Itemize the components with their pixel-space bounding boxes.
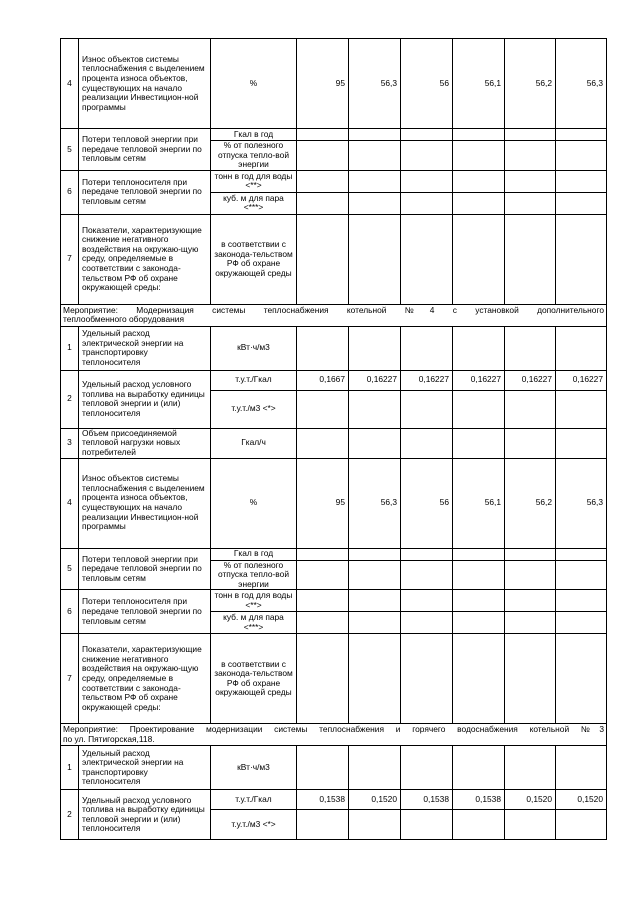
unit-cell: тонн в год для воды <**> [211, 590, 297, 612]
unit-cell: куб. м для пара <***> [211, 612, 297, 634]
event-title-line-1: Мероприятие: Проектирование модернизации системы теплоснабжения и горячего водоснабжения котельной №3 [63, 724, 604, 735]
value-cell [556, 746, 607, 790]
value-cell [401, 428, 453, 458]
row-number: 5 [61, 548, 79, 590]
value-cell [297, 129, 349, 141]
value-cell [453, 810, 505, 840]
value-cell: 0,16227 [556, 370, 607, 390]
value-cell [401, 170, 453, 192]
value-cell [297, 214, 349, 304]
value-cell: 0,1520 [505, 790, 556, 810]
table-row [61, 370, 607, 390]
value-cell: 95 [297, 458, 349, 548]
value-cell [401, 612, 453, 634]
value-cell: 56,3 [556, 39, 607, 129]
table-row [61, 634, 607, 724]
indicator-name: Потери теплоносителя при передаче тепловой энергии по тепловым сетям [79, 170, 211, 214]
table-row [61, 790, 607, 810]
value-cell [401, 560, 453, 590]
value-cell [505, 746, 556, 790]
indicator-name: Удельный расход электрической энергии на транспортировку теплоносителя [79, 326, 211, 370]
value-cell [401, 810, 453, 840]
unit-cell: в соответствии с законода-тельством РФ об охране окружающей среды [211, 634, 297, 724]
row-number: 2 [61, 790, 79, 840]
value-cell [556, 548, 607, 560]
value-cell [297, 192, 349, 214]
value-cell [453, 192, 505, 214]
value-cell [453, 612, 505, 634]
value-cell [556, 428, 607, 458]
value-cell [297, 428, 349, 458]
value-cell [505, 634, 556, 724]
table-row [61, 326, 607, 370]
unit-cell: Гкал/ч [211, 428, 297, 458]
indicator-name: Удельный расход условного топлива на выработку единицы тепловой энергии и (или) теплоносителя [79, 370, 211, 428]
value-cell [349, 390, 401, 428]
value-cell: 0,1667 [297, 370, 349, 390]
indicator-name: Износ объектов системы теплоснабжения с выделением процента износа объектов, существующих на начало реализации Инвестицион-ной программы [79, 39, 211, 129]
value-cell [556, 612, 607, 634]
value-cell: 0,16227 [505, 370, 556, 390]
value-cell [401, 548, 453, 560]
value-cell [349, 428, 401, 458]
value-cell: 0,16227 [401, 370, 453, 390]
value-cell [401, 129, 453, 141]
value-cell [453, 141, 505, 171]
event-title-line-2: теплообменного оборудования [63, 314, 185, 325]
value-cell [505, 612, 556, 634]
indicator-name: Потери тепловой энергии при передаче тепловой энергии по тепловым сетям [79, 129, 211, 171]
unit-cell: т.у.т./Гкал [211, 790, 297, 810]
value-cell: 56,1 [453, 39, 505, 129]
unit-cell: Гкал в год [211, 548, 297, 560]
row-number: 5 [61, 129, 79, 171]
value-cell [349, 214, 401, 304]
value-cell [453, 634, 505, 724]
value-cell [297, 746, 349, 790]
unit-cell: кВт·ч/м3 [211, 326, 297, 370]
unit-cell: % от полезного отпуска тепло-вой энергии [211, 141, 297, 171]
value-cell: 56,3 [349, 458, 401, 548]
event-cell [61, 304, 607, 326]
value-cell: 56,3 [349, 39, 401, 129]
event-row [61, 304, 607, 326]
value-cell [556, 590, 607, 612]
value-cell [505, 214, 556, 304]
value-cell [297, 548, 349, 560]
unit-cell: куб. м для пара <***> [211, 192, 297, 214]
value-cell [453, 326, 505, 370]
value-cell: 56 [401, 39, 453, 129]
value-cell [349, 634, 401, 724]
table-row [61, 590, 607, 612]
row-number: 1 [61, 746, 79, 790]
table-row [61, 214, 607, 304]
unit-cell: Гкал в год [211, 129, 297, 141]
table-row [61, 428, 607, 458]
value-cell [349, 810, 401, 840]
value-cell [505, 590, 556, 612]
value-cell [505, 170, 556, 192]
value-cell [453, 428, 505, 458]
row-number: 3 [61, 428, 79, 458]
value-cell [556, 170, 607, 192]
unit-cell: в соответствии с законода-тельством РФ об охране окружающей среды [211, 214, 297, 304]
value-cell [401, 141, 453, 171]
value-cell [505, 428, 556, 458]
row-number: 6 [61, 590, 79, 634]
value-cell [556, 214, 607, 304]
value-cell [401, 634, 453, 724]
value-cell [349, 141, 401, 171]
row-number: 7 [61, 214, 79, 304]
value-cell [349, 560, 401, 590]
value-cell [453, 746, 505, 790]
value-cell: 95 [297, 39, 349, 129]
indicators-table [60, 38, 607, 840]
value-cell [401, 390, 453, 428]
value-cell [297, 326, 349, 370]
value-cell [349, 746, 401, 790]
value-cell [297, 560, 349, 590]
value-cell [505, 390, 556, 428]
value-cell [556, 326, 607, 370]
indicator-name: Износ объектов системы теплоснабжения с выделением процента износа объектов, существующих на начало реализации Инвестицион-ной программы [79, 458, 211, 548]
row-number: 4 [61, 39, 79, 129]
value-cell [401, 214, 453, 304]
table-row [61, 746, 607, 790]
value-cell [453, 548, 505, 560]
unit-cell: т.у.т./Гкал [211, 370, 297, 390]
value-cell [505, 141, 556, 171]
unit-cell: т.у.т./м3 <*> [211, 390, 297, 428]
table-row [61, 458, 607, 548]
unit-cell: кВт·ч/м3 [211, 746, 297, 790]
row-number: 2 [61, 370, 79, 428]
value-cell: 56 [401, 458, 453, 548]
value-cell [505, 192, 556, 214]
value-cell [349, 612, 401, 634]
row-number: 4 [61, 458, 79, 548]
value-cell [297, 170, 349, 192]
value-cell [505, 548, 556, 560]
value-cell: 56,2 [505, 458, 556, 548]
value-cell [297, 612, 349, 634]
value-cell: 0,1538 [453, 790, 505, 810]
unit-cell: тонн в год для воды <**> [211, 170, 297, 192]
indicator-name: Потери теплоносителя при передаче тепловой энергии по тепловым сетям [79, 590, 211, 634]
row-number: 1 [61, 326, 79, 370]
table-row [61, 548, 607, 560]
value-cell [401, 326, 453, 370]
value-cell [349, 590, 401, 612]
unit-cell: % [211, 39, 297, 129]
value-cell: 56,2 [505, 39, 556, 129]
unit-cell: т.у.т./м3 <*> [211, 810, 297, 840]
indicator-name: Показатели, характеризующие снижение негативного воздействия на окружаю-щую среду, определяемые в соответствии с законода-тельством РФ об охране окружающей среды: [79, 214, 211, 304]
value-cell: 0,1520 [556, 790, 607, 810]
value-cell [453, 129, 505, 141]
value-cell [401, 590, 453, 612]
value-cell: 0,16227 [349, 370, 401, 390]
value-cell [556, 141, 607, 171]
value-cell [556, 390, 607, 428]
value-cell [297, 141, 349, 171]
value-cell [297, 390, 349, 428]
unit-cell: % [211, 458, 297, 548]
value-cell: 56,1 [453, 458, 505, 548]
value-cell [297, 810, 349, 840]
event-title-line-2: по ул. Пятигорская,118. [63, 733, 155, 744]
value-cell [349, 192, 401, 214]
value-cell [556, 634, 607, 724]
row-number: 7 [61, 634, 79, 724]
value-cell: 0,1538 [297, 790, 349, 810]
value-cell [505, 326, 556, 370]
value-cell [556, 810, 607, 840]
value-cell [556, 560, 607, 590]
value-cell [349, 129, 401, 141]
table-row [61, 170, 607, 192]
value-cell [297, 590, 349, 612]
event-row [61, 724, 607, 746]
value-cell [453, 560, 505, 590]
value-cell [453, 590, 505, 612]
value-cell [505, 810, 556, 840]
value-cell [401, 746, 453, 790]
value-cell [453, 214, 505, 304]
value-cell [453, 390, 505, 428]
indicator-name: Удельный расход условного топлива на выработку единицы тепловой энергии и (или) теплоносителя [79, 790, 211, 840]
value-cell [349, 326, 401, 370]
row-number: 6 [61, 170, 79, 214]
indicator-name: Потери тепловой энергии при передаче тепловой энергии по тепловым сетям [79, 548, 211, 590]
table-row [61, 39, 607, 129]
value-cell [401, 192, 453, 214]
value-cell: 0,1520 [349, 790, 401, 810]
value-cell [505, 560, 556, 590]
event-title-line-1: Мероприятие: Модернизация системы теплоснабжения котельной №4 с установкой дополнительного [63, 304, 604, 315]
indicator-name: Удельный расход электрической энергии на транспортировку теплоносителя [79, 746, 211, 790]
table-row [61, 129, 607, 141]
value-cell [556, 129, 607, 141]
unit-cell: % от полезного отпуска тепло-вой энергии [211, 560, 297, 590]
value-cell [453, 170, 505, 192]
value-cell [349, 170, 401, 192]
indicator-name: Объем присоединяемой тепловой нагрузки новых потребителей [79, 428, 211, 458]
indicator-name: Показатели, характеризующие снижение негативного воздействия на окружаю-щую среду, определяемые в соответствии с законода-тельством РФ об охране окружающей среды: [79, 634, 211, 724]
event-cell [61, 724, 607, 746]
value-cell: 0,16227 [453, 370, 505, 390]
value-cell [556, 192, 607, 214]
value-cell: 0,1538 [401, 790, 453, 810]
value-cell [297, 634, 349, 724]
value-cell [349, 548, 401, 560]
value-cell [505, 129, 556, 141]
value-cell: 56,3 [556, 458, 607, 548]
